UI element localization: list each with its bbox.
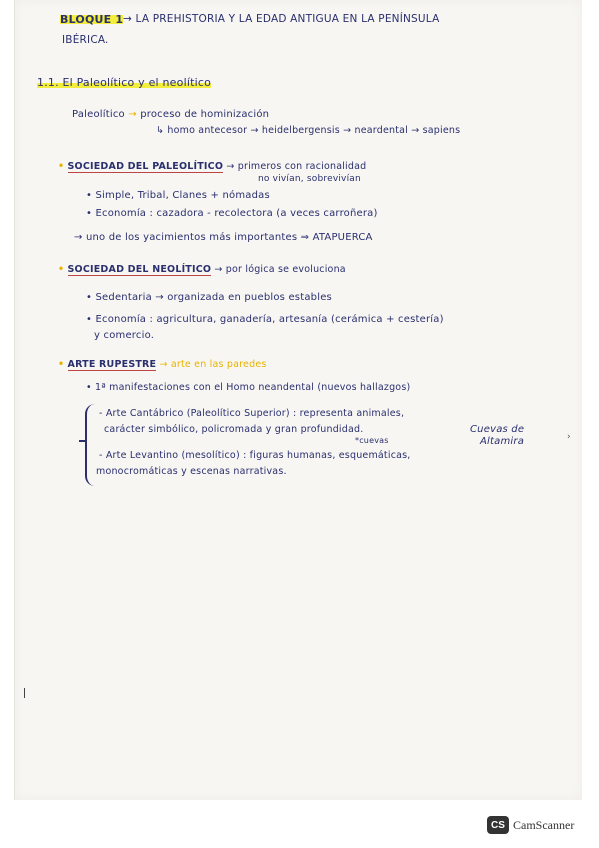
paleolitico-term: Paleolítico → proceso de hominización bbox=[72, 109, 270, 120]
camscanner-watermark bbox=[487, 816, 574, 834]
hominization-chain: ↳ homo antecesor → heidelbergensis → neardental → sapiens bbox=[156, 125, 461, 136]
arte-rupestre-heading: • ARTE RUPESTRE → arte en las paredes bbox=[58, 359, 267, 370]
arte-levantino-line2: monocromáticas y escenas narrativas. bbox=[96, 466, 287, 477]
scanned-page bbox=[14, 0, 582, 800]
cuevas-asterisk-note: *cuevas bbox=[355, 436, 389, 445]
sociedad-paleolitico-heading: • SOCIEDAD DEL PALEOLÍTICO → primeros con racionalidad bbox=[58, 161, 367, 172]
sociedad-paleolitico-note2: no vivían, sobrevivían bbox=[258, 174, 361, 184]
altamira-note: Altamira bbox=[480, 436, 525, 447]
arte-levantino-line1: - Arte Levantino (mesolítico) : figuras humanas, esquemáticas, bbox=[99, 450, 411, 461]
atapuerca-note: → uno de los yacimientos más importantes ⇒ ATAPUERCA bbox=[74, 232, 373, 243]
list-item: • Economía : agricultura, ganadería, artesanía (cerámica + cestería) bbox=[86, 314, 444, 325]
bullet-icon: • bbox=[58, 161, 65, 172]
list-item: • Simple, Tribal, Clanes + nómadas bbox=[86, 190, 270, 201]
camscanner-text: CamScanner bbox=[513, 817, 575, 832]
bloque-label: BLOQUE 1 bbox=[60, 13, 124, 26]
camscanner-logo-icon: CS bbox=[487, 816, 509, 834]
arte-cantabrico-line2: carácter simbólico, policromada y gran profundidad. bbox=[104, 424, 364, 435]
list-item: • Economía : cazadora - recolectora (a veces carroñera) bbox=[86, 208, 378, 219]
page-edge-mark bbox=[18, 688, 25, 698]
page-title-line2: IBÉRICA. bbox=[62, 34, 109, 46]
bullet-icon: • bbox=[58, 264, 65, 275]
list-item: • Sedentaria → organizada en pueblos estables bbox=[86, 292, 332, 303]
margin-mark: › bbox=[567, 432, 571, 442]
page-title-line1: → LA PREHISTORIA Y LA EDAD ANTIGUA EN LA PENÍNSULA bbox=[123, 13, 440, 25]
list-item-continuation: y comercio. bbox=[94, 330, 155, 341]
arte-cantabrico-line1: - Arte Cantábrico (Paleolítico Superior) : representa animales, bbox=[99, 408, 405, 419]
section-title: 1.1. El Paleolítico y el neolítico bbox=[37, 76, 212, 89]
list-item: • 1ª manifestaciones con el Homo neandental (nuevos hallazgos) bbox=[86, 382, 411, 393]
cuevas-de-note: Cuevas de bbox=[470, 424, 525, 435]
arrow-icon: → bbox=[128, 109, 137, 120]
bullet-icon: • bbox=[58, 359, 65, 370]
sociedad-neolitico-heading: • SOCIEDAD DEL NEOLÍTICO → por lógica se evoluciona bbox=[58, 264, 346, 275]
